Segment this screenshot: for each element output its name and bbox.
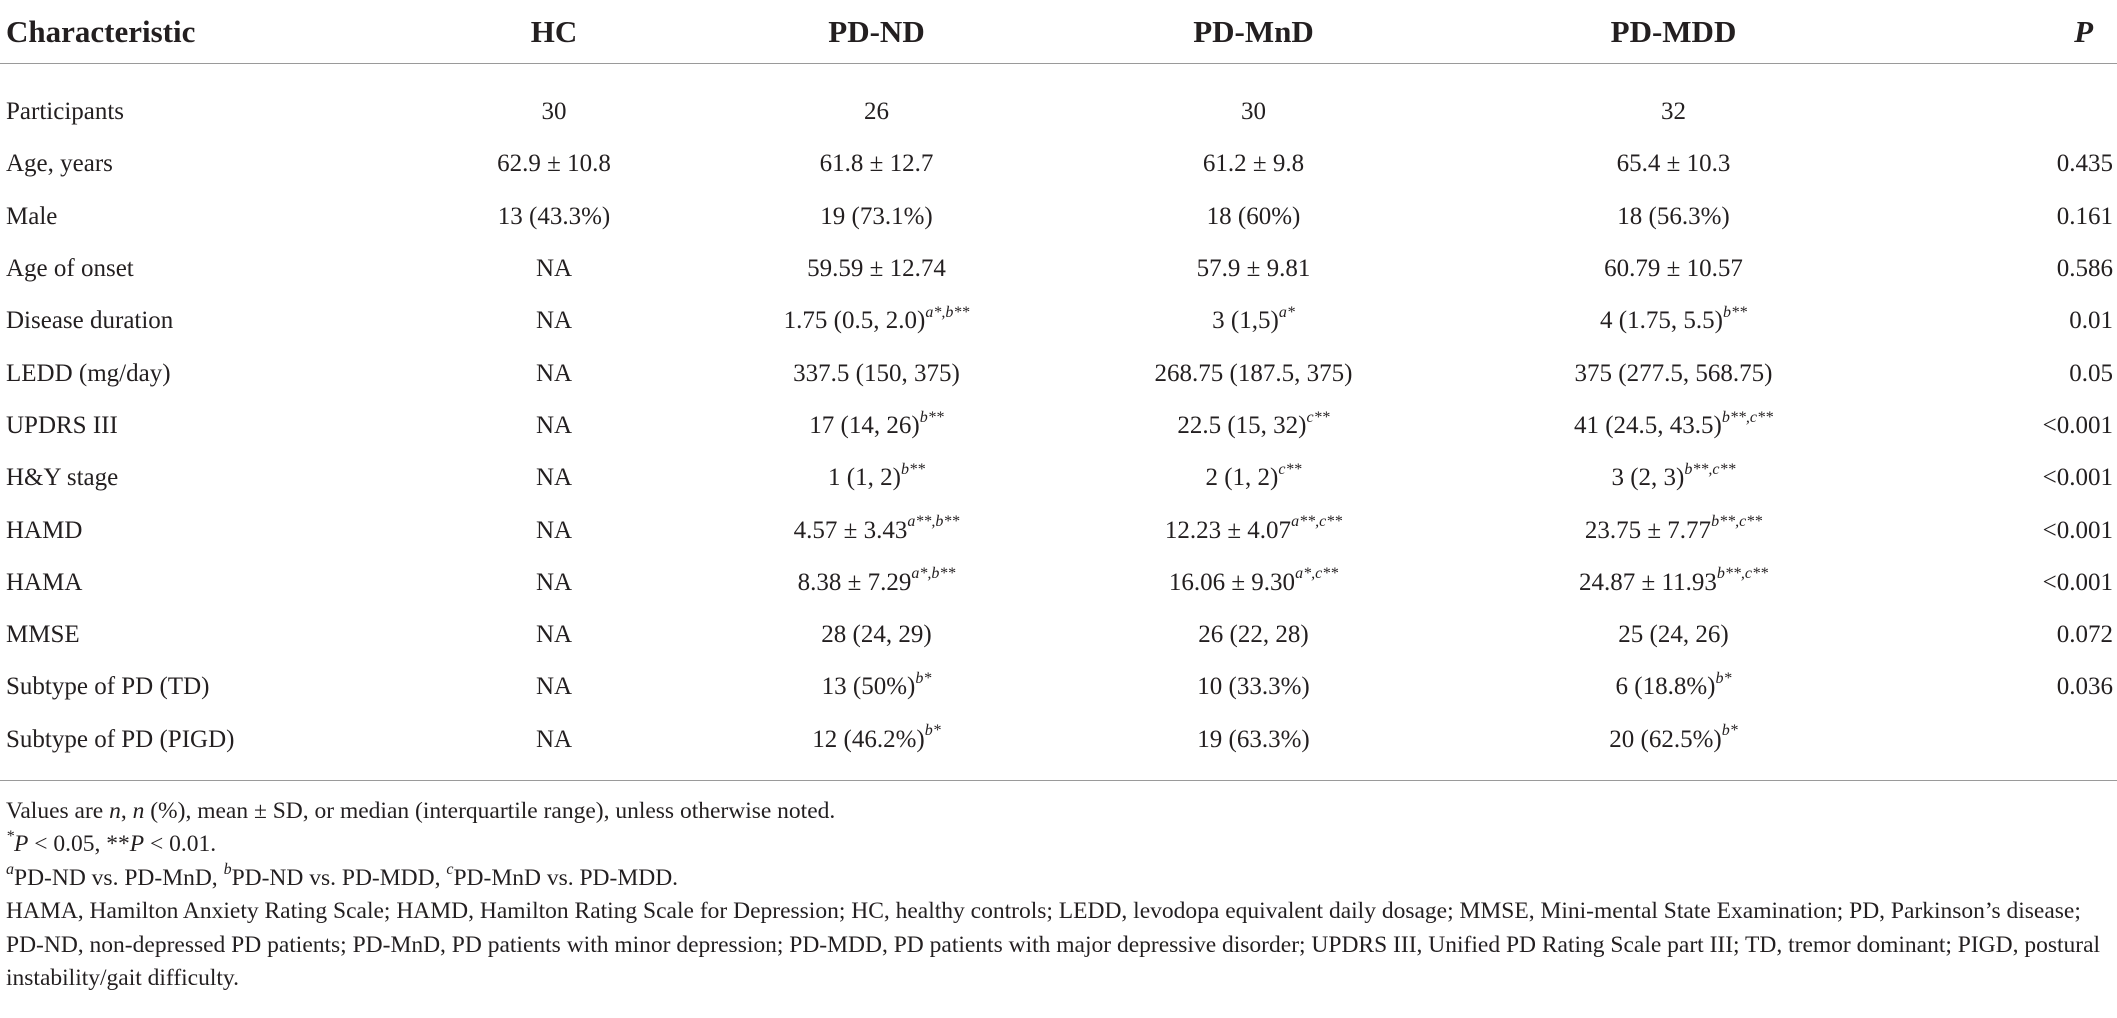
cell-pd-nd-value: 61.8 ± 12.7 <box>819 150 934 178</box>
cell-characteristic-value: MMSE <box>6 621 80 649</box>
table-row <box>0 138 2117 190</box>
header-characteristic: Characteristic <box>0 0 420 64</box>
cell-characteristic <box>0 557 420 609</box>
cell-pd-nd-value: 8.38 ± 7.29 <box>797 568 912 596</box>
cell-p-value-value: 0.586 <box>2056 255 2113 283</box>
cell-pd-mdd <box>1442 191 1905 243</box>
cell-pd-nd <box>688 295 1065 347</box>
cell-p-value <box>1905 557 2117 609</box>
cell-characteristic-value: Participants <box>6 98 125 126</box>
footnote-significance: *P < 0.05, **P < 0.01. <box>6 827 217 858</box>
cell-hc-value: NA <box>535 464 573 492</box>
cell-hc <box>420 400 688 452</box>
cell-p-value <box>1905 191 2117 243</box>
cell-p-value <box>1905 243 2117 295</box>
cell-pd-mnd-value: 61.2 ± 9.8 <box>1202 150 1305 178</box>
cell-characteristic-value: Male <box>6 202 58 230</box>
cell-pd-nd <box>688 557 1065 609</box>
cell-hc-value: NA <box>535 725 573 753</box>
cell-hc <box>420 295 688 347</box>
cell-hc-value: NA <box>535 411 573 439</box>
cell-pd-mnd <box>1065 504 1442 556</box>
cell-pd-mdd-value: 3 (2, 3) <box>1611 464 1685 492</box>
cell-pd-nd-superscript: b** <box>900 460 925 478</box>
cell-pd-mdd-value: 4 (1.75, 5.5) <box>1600 307 1723 335</box>
cell-p-value-value: 0.161 <box>2056 202 2113 230</box>
cell-characteristic <box>0 661 420 713</box>
cell-pd-mdd <box>1442 64 1905 139</box>
cell-pd-nd <box>688 347 1065 399</box>
cell-pd-mnd-superscript: a**,c** <box>1291 513 1343 531</box>
cell-pd-nd-superscript: b* <box>924 722 941 740</box>
cell-pd-mnd <box>1065 400 1442 452</box>
cell-characteristic-value: UPDRS III <box>6 411 118 439</box>
footnote-comparisons: $^a$PD-ND vs. PD-MnD, $^b$PD-ND vs. PD-MDD, $^c$PD-MnD vs. PD-MDD. <box>6 860 679 891</box>
cell-pd-mdd-value: 375 (277.5, 568.75) <box>1574 359 1773 387</box>
cell-p-value <box>1905 295 2117 347</box>
cell-pd-mdd <box>1442 243 1905 295</box>
cell-pd-mnd-value: 26 (22, 28) <box>1198 621 1309 649</box>
table-row <box>0 191 2117 243</box>
cell-pd-mdd <box>1442 504 1905 556</box>
cell-hc <box>420 609 688 661</box>
cell-characteristic <box>0 243 420 295</box>
cell-p-value <box>1905 400 2117 452</box>
table-row <box>0 714 2117 781</box>
cell-pd-nd-value: 28 (24, 29) <box>821 621 932 649</box>
cell-pd-mnd <box>1065 138 1442 190</box>
cell-p-value-value: 0.435 <box>2056 150 2113 178</box>
cell-pd-nd-value: 337.5 (150, 375) <box>793 359 960 387</box>
header-pd-mnd: PD-MnD <box>1065 0 1442 64</box>
cell-p-value <box>1905 714 2117 781</box>
cell-characteristic-value: Subtype of PD (PIGD) <box>6 725 235 753</box>
cell-pd-mnd-value: 22.5 (15, 32) <box>1177 411 1307 439</box>
cell-characteristic-value: H&Y stage <box>6 464 119 492</box>
cell-pd-mnd <box>1065 452 1442 504</box>
cell-hc-value: 62.9 ± 10.8 <box>497 150 611 178</box>
footnote-values: Values are n, n (%), mean ± SD, or median (interquartile range), unless otherwise noted. <box>6 798 836 824</box>
cell-pd-nd-value: 19 (73.1%) <box>820 202 933 230</box>
cell-hc <box>420 714 688 781</box>
cell-pd-mdd-superscript: b**,c** <box>1721 408 1773 426</box>
cell-pd-nd <box>688 64 1065 139</box>
cell-hc-value: 13 (43.3%) <box>497 202 611 230</box>
cell-pd-nd-value: 12 (46.2%) <box>812 725 925 753</box>
cell-pd-mdd-superscript: b**,c** <box>1716 565 1768 583</box>
cell-pd-mdd-value: 60.79 ± 10.57 <box>1604 255 1743 283</box>
cell-hc <box>420 138 688 190</box>
cell-pd-mnd-value: 18 (60%) <box>1206 202 1301 230</box>
cell-hc-value: NA <box>535 568 573 596</box>
cell-pd-mnd-superscript: a* <box>1278 304 1295 321</box>
cell-characteristic <box>0 295 420 347</box>
header-row <box>0 0 2117 64</box>
cell-hc <box>420 504 688 556</box>
cell-pd-mdd-value: 65.4 ± 10.3 <box>1616 150 1731 178</box>
table-footnotes <box>6 795 2110 995</box>
cell-pd-nd <box>688 609 1065 661</box>
cell-pd-mdd <box>1442 347 1905 399</box>
cell-pd-mdd <box>1442 295 1905 347</box>
cell-pd-nd <box>688 138 1065 190</box>
cell-pd-mdd-value: 32 <box>1661 98 1686 126</box>
cell-pd-mnd <box>1065 347 1442 399</box>
cell-pd-mdd-superscript: b* <box>1715 670 1732 688</box>
cell-hc <box>420 243 688 295</box>
cell-pd-mnd-value: 12.23 ± 4.07 <box>1164 516 1292 544</box>
cell-pd-nd-value: 1 (1, 2) <box>828 464 901 492</box>
cell-pd-nd <box>688 714 1065 781</box>
cell-hc <box>420 452 688 504</box>
cell-pd-nd <box>688 504 1065 556</box>
cell-hc-value: NA <box>535 673 573 701</box>
cell-hc <box>420 191 688 243</box>
cell-hc <box>420 347 688 399</box>
cell-characteristic-value: HAMA <box>6 568 83 596</box>
table-row <box>0 504 2117 556</box>
cell-characteristic <box>0 609 420 661</box>
cell-hc <box>420 661 688 713</box>
cell-pd-mnd-value: 268.75 (187.5, 375) <box>1154 359 1353 387</box>
cell-characteristic <box>0 504 420 556</box>
cell-pd-mdd <box>1442 661 1905 713</box>
cell-p-value-value: <0.001 <box>2042 516 2113 544</box>
cell-pd-mdd-value: 25 (24, 26) <box>1618 621 1729 649</box>
cell-pd-nd-superscript: a**,b** <box>907 513 960 531</box>
cell-pd-mdd-superscript: b** <box>1722 304 1747 321</box>
cell-pd-nd-value: 1.75 (0.5, 2.0) <box>783 307 926 335</box>
cell-p-value-value: 0.05 <box>2069 359 2113 387</box>
cell-pd-mdd-superscript: b**,c** <box>1711 513 1763 531</box>
table-row <box>0 347 2117 399</box>
header-hc: HC <box>420 0 688 64</box>
cell-hc-value: NA <box>535 359 573 387</box>
cell-pd-nd-superscript: b* <box>915 670 932 688</box>
cell-pd-mnd-value: 19 (63.3%) <box>1197 725 1310 753</box>
cell-pd-nd-superscript: a*,b** <box>925 304 970 321</box>
cell-pd-nd-value: 13 (50%) <box>821 673 916 701</box>
cell-p-value <box>1905 347 2117 399</box>
cell-p-value <box>1905 661 2117 713</box>
cell-pd-mnd-value: 2 (1, 2) <box>1205 464 1279 492</box>
cell-pd-mnd <box>1065 714 1442 781</box>
cell-hc-value: NA <box>535 307 573 335</box>
cell-pd-mnd-superscript: a*,c** <box>1295 565 1339 583</box>
cell-p-value-value: 0.036 <box>2056 673 2113 701</box>
cell-characteristic-value: Disease duration <box>6 307 174 335</box>
table-row <box>0 557 2117 609</box>
cell-pd-nd <box>688 243 1065 295</box>
cell-p-value-value: <0.001 <box>2042 464 2113 492</box>
cell-p-value <box>1905 504 2117 556</box>
header-p-value: P <box>1905 0 2117 64</box>
cell-pd-nd-value: 4.57 ± 3.43 <box>793 516 908 544</box>
cell-pd-nd <box>688 191 1065 243</box>
cell-hc-value: NA <box>535 621 573 649</box>
cell-pd-mdd-value: 6 (18.8%) <box>1615 673 1716 701</box>
cell-pd-nd-value: 26 <box>864 98 889 126</box>
cell-characteristic <box>0 452 420 504</box>
footnote-abbreviations: HAMA, Hamilton Anxiety Rating Scale; HAMD, Hamilton Rating Scale for Depression; HC, healthy controls; LEDD, levodopa equivalent daily dosage; MMSE, Mini-mental State Examination; PD, Parkinson’s disease; PD-ND, non-depressed PD patients; PD-MnD, PD patients with minor depression; PD-MDD, PD patients with major depressive disorder; UPDRS III, Unified PD Rating Scale part III; TD, tremor dominant; PIGD, postural instability/gait difficulty. <box>6 898 2101 992</box>
cell-pd-mnd <box>1065 661 1442 713</box>
cell-pd-mdd <box>1442 400 1905 452</box>
cell-pd-mdd <box>1442 609 1905 661</box>
cell-pd-nd-value: 17 (14, 26) <box>809 411 920 439</box>
cell-pd-mnd <box>1065 295 1442 347</box>
cell-pd-mnd-value: 16.06 ± 9.30 <box>1168 568 1296 596</box>
cell-hc-value: NA <box>535 255 573 283</box>
table-row <box>0 64 2117 139</box>
cell-pd-mdd-value: 20 (62.5%) <box>1609 725 1722 753</box>
cell-pd-mnd <box>1065 557 1442 609</box>
cell-hc <box>420 64 688 139</box>
cell-pd-mnd-value: 10 (33.3%) <box>1197 673 1310 701</box>
cell-characteristic <box>0 400 420 452</box>
header-pd-mdd: PD-MDD <box>1442 0 1905 64</box>
cell-pd-mdd-value: 18 (56.3%) <box>1617 202 1730 230</box>
cell-pd-mdd <box>1442 714 1905 781</box>
cell-p-value-value: <0.001 <box>2042 411 2113 439</box>
cell-pd-mnd <box>1065 609 1442 661</box>
table-row <box>0 400 2117 452</box>
cell-pd-mnd-value: 3 (1,5) <box>1212 307 1279 335</box>
cell-characteristic-value: LEDD (mg/day) <box>6 359 171 387</box>
cell-p-value-value: 0.01 <box>2069 307 2113 335</box>
cell-pd-nd-value: 59.59 ± 12.74 <box>807 255 946 283</box>
cell-p-value <box>1905 138 2117 190</box>
cell-pd-nd-superscript: a*,b** <box>911 565 956 583</box>
cell-pd-mnd-superscript: c** <box>1306 408 1330 426</box>
cell-p-value <box>1905 452 2117 504</box>
cell-pd-mnd <box>1065 243 1442 295</box>
cell-characteristic-value: HAMD <box>6 516 83 544</box>
cell-hc <box>420 557 688 609</box>
cell-pd-nd <box>688 452 1065 504</box>
header-pd-nd: PD-ND <box>688 0 1065 64</box>
cell-pd-mnd-value: 30 <box>1241 98 1266 126</box>
cell-characteristic <box>0 138 420 190</box>
cell-pd-mnd-superscript: c** <box>1278 460 1302 478</box>
cell-pd-mnd <box>1065 191 1442 243</box>
cell-pd-nd <box>688 661 1065 713</box>
cell-characteristic-value: Subtype of PD (TD) <box>6 673 210 701</box>
table-row <box>0 609 2117 661</box>
cell-pd-mdd-value: 41 (24.5, 43.5) <box>1573 411 1722 439</box>
table-body <box>0 64 2117 781</box>
cell-pd-mdd <box>1442 452 1905 504</box>
cell-pd-nd <box>688 400 1065 452</box>
cell-p-value-value: <0.001 <box>2042 568 2113 596</box>
cell-p-value-value: 0.072 <box>2056 621 2113 649</box>
table-row <box>0 661 2117 713</box>
cell-p-value <box>1905 64 2117 139</box>
cell-pd-mnd <box>1065 64 1442 139</box>
cell-pd-mdd-value: 24.87 ± 11.93 <box>1579 568 1717 596</box>
table-row <box>0 295 2117 347</box>
cell-pd-mdd <box>1442 557 1905 609</box>
cell-p-value <box>1905 609 2117 661</box>
table-row <box>0 452 2117 504</box>
cell-characteristic-value: Age of onset <box>6 255 134 283</box>
cell-pd-mdd-superscript: b**,c** <box>1684 460 1736 478</box>
cell-hc-value: 30 <box>541 98 567 126</box>
cell-pd-mnd-value: 57.9 ± 9.81 <box>1196 255 1311 283</box>
cell-pd-mdd <box>1442 138 1905 190</box>
cell-characteristic-value: Age, years <box>6 150 113 178</box>
cell-pd-mdd-superscript: b* <box>1721 722 1738 740</box>
table-row <box>0 243 2117 295</box>
cell-pd-nd-superscript: b** <box>919 408 944 426</box>
cell-hc-value: NA <box>535 516 573 544</box>
cell-characteristic <box>0 191 420 243</box>
cell-characteristic <box>0 714 420 781</box>
cell-characteristic <box>0 64 420 139</box>
cell-pd-mdd-value: 23.75 ± 7.77 <box>1584 516 1712 544</box>
table-header <box>0 0 2117 64</box>
cell-characteristic <box>0 347 420 399</box>
